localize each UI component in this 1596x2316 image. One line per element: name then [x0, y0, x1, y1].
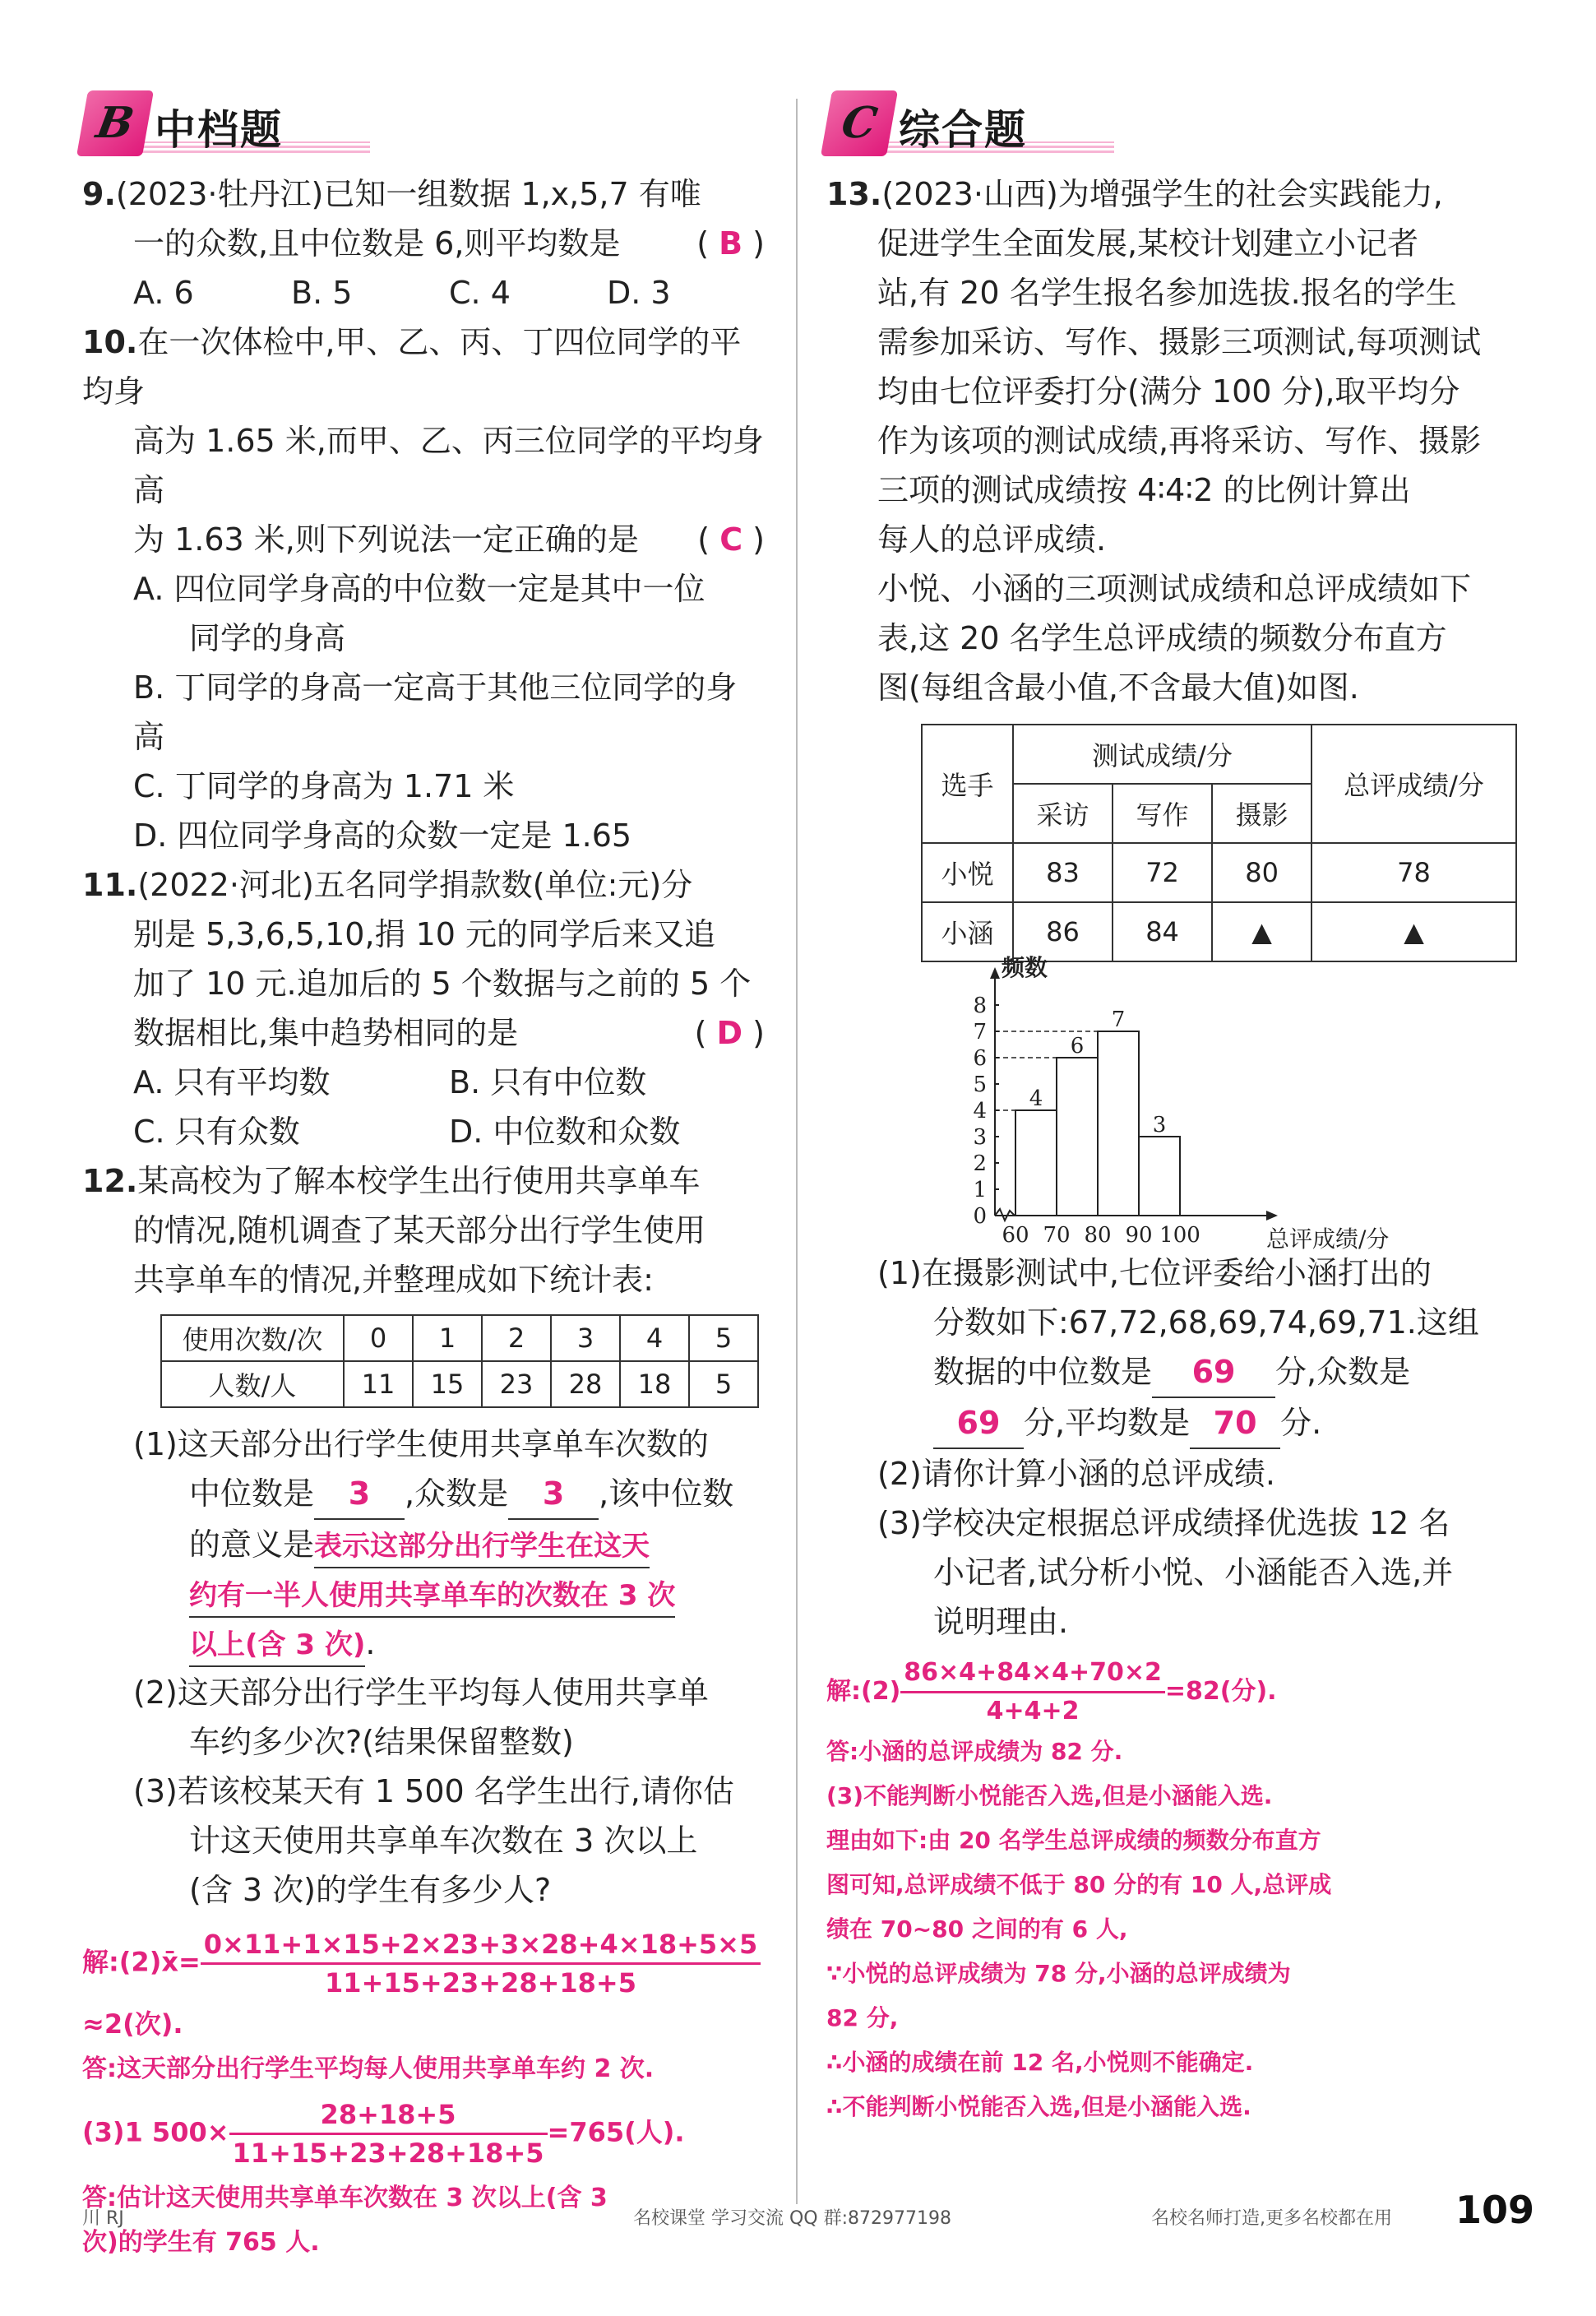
q13-line: 站,有 20 名学生报名参加选拔.报名的学生 — [877, 275, 1457, 311]
q13-sol-line: 82 分, — [826, 2004, 899, 2031]
q13-p2: (2)请你计算小涵的总评成绩. — [877, 1456, 1275, 1492]
histogram-bar — [1057, 1058, 1098, 1216]
bar-value-label: 6 — [1070, 1034, 1085, 1058]
q12-sol-numerator: 0×11+1×15+2×23+3×28+4×18+5×5 — [201, 1926, 761, 1965]
x-axis-arrow — [1266, 1211, 1278, 1221]
table-row — [161, 1361, 758, 1407]
q13-p1-f: 分. — [1280, 1405, 1322, 1441]
q13-sol-prefix: 解:(2) — [826, 1677, 901, 1706]
bar-value-label: 3 — [1152, 1113, 1167, 1137]
q9-option-d: D. 3 — [607, 275, 671, 311]
y-tick-label: 0 — [973, 1204, 987, 1229]
x-axis-label: 总评成绩/分 — [1266, 1225, 1390, 1253]
q13-p3-c: 说明理由. — [933, 1604, 1069, 1640]
q12-p2-b: 车约多少次?(结果保留整数) — [189, 1724, 574, 1760]
q12-solution-formula — [82, 1926, 765, 2001]
q9-options — [82, 268, 765, 317]
q13-solution — [826, 1655, 1517, 2129]
q13-sol-denominator: 4+4+2 — [986, 1697, 1080, 1725]
section-c-title: 综合题 — [899, 106, 1027, 154]
table-cell: 小悦 — [922, 843, 1013, 902]
section-b-header — [82, 90, 765, 164]
column-divider — [796, 99, 798, 2204]
q10-option-a1: A. 四位同学身高的中位数一定是其中一位 — [133, 571, 705, 607]
y-tick-label: 7 — [973, 1020, 987, 1045]
left-column — [82, 90, 765, 2265]
q12-sol3-numerator: 28+18+5 — [229, 2096, 548, 2135]
q9-line1: (2023·牡丹江)已知一组数据 1,x,5,7 有唯 — [115, 176, 701, 212]
q12-p2-a: (2)这天部分出行学生平均每人使用共享单 — [133, 1674, 709, 1711]
q12-sol-answer3b: 次)的学生有 765 人. — [82, 2228, 320, 2257]
table-cell: 5 — [689, 1361, 758, 1407]
q13-p1-e: 分,平均数是 — [1024, 1405, 1191, 1441]
y-axis-label: 频数 — [1002, 954, 1048, 981]
question-12 — [82, 1156, 765, 2265]
table-cell: 84 — [1113, 902, 1212, 961]
q12-meaning-answer-1: 表示这部分出行学生在这天 — [314, 1526, 650, 1568]
q13-sol-line: 图可知,总评成绩不低于 80 分的有 10 人,总评成 — [826, 1871, 1332, 1898]
q12-stat-table — [160, 1314, 759, 1408]
q12-sol-answer3a: 答:估计这天使用共享单车次数在 3 次以上(含 3 — [82, 2184, 608, 2212]
table-cell: 83 — [1013, 843, 1113, 902]
q12-p1-d: ,该中位数 — [599, 1475, 734, 1512]
q13-sol-numerator: 86×4+84×4+70×2 — [900, 1655, 1165, 1693]
footer-brand: 名校课堂 学习交流 QQ 群:872977198 — [633, 2208, 951, 2229]
q13-sol-line: 答:小涵的总评成绩为 82 分. — [826, 1738, 1123, 1765]
q12-meaning-answer-2: 约有一半人使用共享单车的次数在 3 次 — [189, 1575, 675, 1618]
table-cell: ▲ — [1311, 902, 1516, 961]
q13-line: 图(每组含最小值,不含最大值)如图. — [877, 669, 1359, 706]
q13-sol-line: ∵小悦的总评成绩为 78 分,小涵的总评成绩为 — [826, 1960, 1291, 1987]
q12-sol3-post: =765(人). — [547, 2116, 685, 2148]
q12-p1-a: (1)这天部分出行学生使用共享单车次数的 — [133, 1426, 709, 1462]
section-c-header — [826, 90, 1517, 164]
q12-sol-prefix: 解:(2)x̄= — [82, 1946, 201, 1978]
page-footer — [0, 2188, 1596, 2237]
q13-p1-d: 分,众数是 — [1275, 1354, 1411, 1390]
question-9 — [82, 169, 765, 317]
q13-median-answer: 69 — [1152, 1347, 1275, 1398]
histogram-bar — [1098, 1031, 1139, 1216]
histogram-bar — [1139, 1137, 1180, 1216]
table-cell: 15 — [413, 1361, 482, 1407]
q13-line: 作为该项的测试成绩,再将采访、写作、摄影 — [877, 423, 1482, 459]
y-tick-label: 1 — [973, 1178, 987, 1202]
table-cell: 28 — [551, 1361, 620, 1407]
q9-answer-paren: ( B ) — [696, 225, 765, 262]
footer-slogan: 名校名师打造,更多名校都在用 — [1151, 2208, 1392, 2229]
q9-line2: 一的众数,且中位数是 6,则平均数是 — [133, 225, 621, 262]
q12-mode-answer: 3 — [508, 1469, 599, 1520]
q13-line: 每人的总评成绩. — [877, 521, 1107, 558]
q12-sol-approx: ≈2(次). — [82, 2008, 183, 2040]
table-header-cell: 摄影 — [1212, 784, 1311, 843]
question-11 — [82, 860, 765, 1156]
q11-options-row1 — [82, 1058, 765, 1107]
q13-sol-post: =82(分). — [1164, 1677, 1277, 1706]
q12-p1-b: 中位数是 — [189, 1475, 315, 1512]
q13-sol-line: 绩在 70~80 之间的有 6 人, — [826, 1915, 1128, 1943]
q10-answer: C — [719, 521, 743, 558]
table-cell: 23 — [482, 1361, 551, 1407]
section-b-letter: B — [76, 90, 154, 156]
q11-answer: D — [716, 1015, 743, 1051]
table-header-cell: 写作 — [1113, 784, 1212, 843]
q11-answer-paren: ( D ) — [694, 1015, 765, 1051]
q9-option-b: B. 5 — [291, 275, 353, 311]
page-number: 109 — [1455, 2188, 1535, 2232]
table-row — [922, 725, 1516, 784]
q13-line: (2023·山西)为增强学生的社会实践能力, — [881, 176, 1443, 212]
footer-edition: 川 RJ — [82, 2208, 124, 2229]
q11-line2: 别是 5,3,6,5,10,捐 10 元的同学后来又追 — [133, 916, 716, 952]
q12-p3-c: (含 3 次)的学生有多少人? — [189, 1872, 552, 1908]
table-row — [922, 843, 1516, 902]
table-header-cell: 使用次数/次 — [161, 1315, 344, 1361]
histogram-bar — [1015, 1110, 1057, 1216]
q10-line3: 为 1.63 米,则下列说法一定正确的是 — [133, 521, 639, 558]
q13-line: 均由七位评委打分(满分 100 分),取平均分 — [877, 373, 1460, 410]
table-header-cell: 测试成绩/分 — [1013, 725, 1311, 784]
table-cell: 0 — [344, 1315, 413, 1361]
q12-sol-denominator: 11+15+23+28+18+5 — [325, 1967, 636, 1999]
q12-sol-answer2: 答:这天部分出行学生平均每人使用共享单车约 2 次. — [82, 2054, 655, 2083]
q9-option-c: C. 4 — [449, 275, 511, 311]
table-header-cell: 人数/人 — [161, 1361, 344, 1407]
q13-line: 需参加采访、写作、摄影三项测试,每项测试 — [877, 324, 1482, 360]
q13-sol-fraction — [900, 1655, 1165, 1730]
q13-line: 三项的测试成绩按 4∶4∶2 的比例计算出 — [877, 472, 1411, 508]
q11-line3: 加了 10 元.追加后的 5 个数据与之前的 5 个 — [133, 966, 752, 1002]
table-row — [161, 1315, 758, 1361]
q9-answer: B — [719, 225, 743, 262]
q10-option-d: D. 四位同学身高的众数一定是 1.65 — [133, 818, 632, 854]
y-tick-label: 3 — [973, 1125, 987, 1150]
histogram-chart — [962, 954, 1390, 1253]
bar-value-label: 4 — [1029, 1086, 1043, 1111]
q13-mean-answer: 70 — [1190, 1398, 1280, 1449]
y-tick-label: 2 — [973, 1151, 987, 1176]
q11-line4: 数据相比,集中趋势相同的是 — [133, 1015, 519, 1051]
q11-option-d: D. 中位数和众数 — [449, 1114, 681, 1150]
q10-line1: 在一次体检中,甲、乙、丙、丁四位同学的平均身 — [82, 324, 742, 410]
q10-option-c: C. 丁同学的身高为 1.71 米 — [133, 768, 515, 804]
q12-line1: 某高校为了解本校学生出行使用共享单车 — [137, 1163, 701, 1199]
q12-line2: 的情况,随机调查了某天部分出行学生使用 — [133, 1212, 706, 1248]
q12-sol3-prefix: (3)1 500× — [82, 2116, 229, 2148]
q12-sol-fraction — [201, 1926, 761, 2001]
bar-value-label: 7 — [1111, 1007, 1126, 1032]
q11-option-b: B. 只有中位数 — [449, 1064, 647, 1100]
q12-sol3-denominator: 11+15+23+28+18+5 — [232, 2138, 544, 2169]
table-header-cell: 选手 — [922, 725, 1013, 843]
q10-option-b: B. 丁同学的身高一定高于其他三位同学的身高 — [133, 669, 738, 755]
right-column — [826, 90, 1517, 2129]
table-cell: 78 — [1311, 843, 1516, 902]
table-header-cell: 采访 — [1013, 784, 1113, 843]
table-cell: 2 — [482, 1315, 551, 1361]
q11-options-row2 — [82, 1107, 765, 1156]
q13-line: 促进学生全面发展,某校计划建立小记者 — [877, 225, 1419, 262]
x-tick-label: 100 — [1159, 1223, 1200, 1248]
question-10 — [82, 317, 765, 860]
q12-p3-a: (3)若该校某天有 1 500 名学生出行,请你估 — [133, 1773, 734, 1809]
q9-option-a: A. 6 — [133, 275, 194, 311]
y-tick-label: 8 — [973, 994, 987, 1018]
q11-option-c: C. 只有众数 — [133, 1114, 300, 1150]
x-tick-label: 70 — [1043, 1223, 1071, 1248]
table-cell: 11 — [344, 1361, 413, 1407]
q9-number: 9. — [82, 176, 116, 212]
x-tick-label: 80 — [1084, 1223, 1112, 1248]
q12-p1-end: . — [365, 1625, 376, 1661]
q13-p1-b: 分数如下:67,72,68,69,74,69,71.这组 — [933, 1304, 1479, 1341]
q12-sol3-fraction — [229, 2096, 548, 2171]
table-cell: 4 — [620, 1315, 689, 1361]
table-cell: 小涵 — [922, 902, 1013, 961]
x-tick-label: 90 — [1125, 1223, 1153, 1248]
table-header-cell: 总评成绩/分 — [1311, 725, 1516, 843]
section-c-letter: C — [821, 90, 898, 156]
y-tick-label: 6 — [973, 1046, 987, 1071]
question-13 — [826, 169, 1517, 2129]
q13-line: 表,这 20 名学生总评成绩的频数分布直方 — [877, 620, 1447, 656]
q12-median-answer: 3 — [314, 1469, 405, 1520]
q12-solution3-formula — [82, 2096, 765, 2171]
table-cell: 18 — [620, 1361, 689, 1407]
q13-solution-formula — [826, 1655, 1517, 1730]
q13-sol-line: 理由如下:由 20 名学生总评成绩的频数分布直方 — [826, 1827, 1321, 1854]
q12-p1-c: ,众数是 — [405, 1475, 509, 1512]
q11-option-a: A. 只有平均数 — [133, 1064, 331, 1100]
table-cell: 80 — [1212, 843, 1311, 902]
q10-line2: 高为 1.65 米,而甲、乙、丙三位同学的平均身高 — [133, 423, 764, 508]
q10-number: 10. — [82, 324, 138, 360]
q13-sol-line: ∴小涵的成绩在前 12 名,小悦则不能确定. — [826, 2049, 1254, 2076]
y-tick-label: 4 — [973, 1099, 987, 1123]
section-b-title: 中档题 — [155, 106, 283, 154]
q13-p3-a: (3)学校决定根据总评成绩择优选拔 12 名 — [877, 1505, 1450, 1541]
table-cell: ▲ — [1212, 902, 1311, 961]
q12-line3: 共享单车的情况,并整理成如下统计表: — [133, 1262, 654, 1298]
q13-mode-answer: 69 — [933, 1398, 1024, 1449]
table-cell: 86 — [1013, 902, 1113, 961]
q12-p1-e: 的意义是 — [189, 1526, 315, 1563]
q13-p3-b: 小记者,试分析小悦、小涵能否入选,并 — [933, 1554, 1454, 1591]
q11-number: 11. — [82, 867, 138, 903]
q13-p1-c: 数据的中位数是 — [933, 1354, 1153, 1390]
table-cell: 5 — [689, 1315, 758, 1361]
q13-sol-line: (3)不能判断小悦能否入选,但是小涵能入选. — [826, 1782, 1273, 1809]
x-tick-label: 60 — [1002, 1223, 1029, 1248]
q10-option-a2: 同学的身高 — [189, 620, 346, 656]
q11-line1: (2022·河北)五名同学捐款数(单位:元)分 — [137, 867, 693, 903]
q13-p1-a: (1)在摄影测试中,七位评委给小涵打出的 — [877, 1255, 1432, 1291]
q12-number: 12. — [82, 1163, 138, 1199]
q13-line: 小悦、小涵的三项测试成绩和总评成绩如下 — [877, 571, 1472, 607]
table-cell: 3 — [551, 1315, 620, 1361]
table-cell: 72 — [1113, 843, 1212, 902]
q12-meaning-answer-3: 以上(含 3 次) — [189, 1624, 365, 1667]
q13-number: 13. — [826, 176, 882, 212]
q13-score-table — [921, 724, 1517, 962]
y-tick-label: 5 — [973, 1072, 987, 1097]
q13-sol-line: ∴不能判断小悦能否入选,但是小涵能入选. — [826, 2093, 1251, 2120]
q10-answer-paren: ( C ) — [697, 521, 765, 558]
table-cell: 1 — [413, 1315, 482, 1361]
q12-p3-b: 计这天使用共享单车次数在 3 次以上 — [189, 1823, 698, 1859]
y-axis-arrow — [990, 967, 1000, 979]
table-row — [922, 902, 1516, 961]
